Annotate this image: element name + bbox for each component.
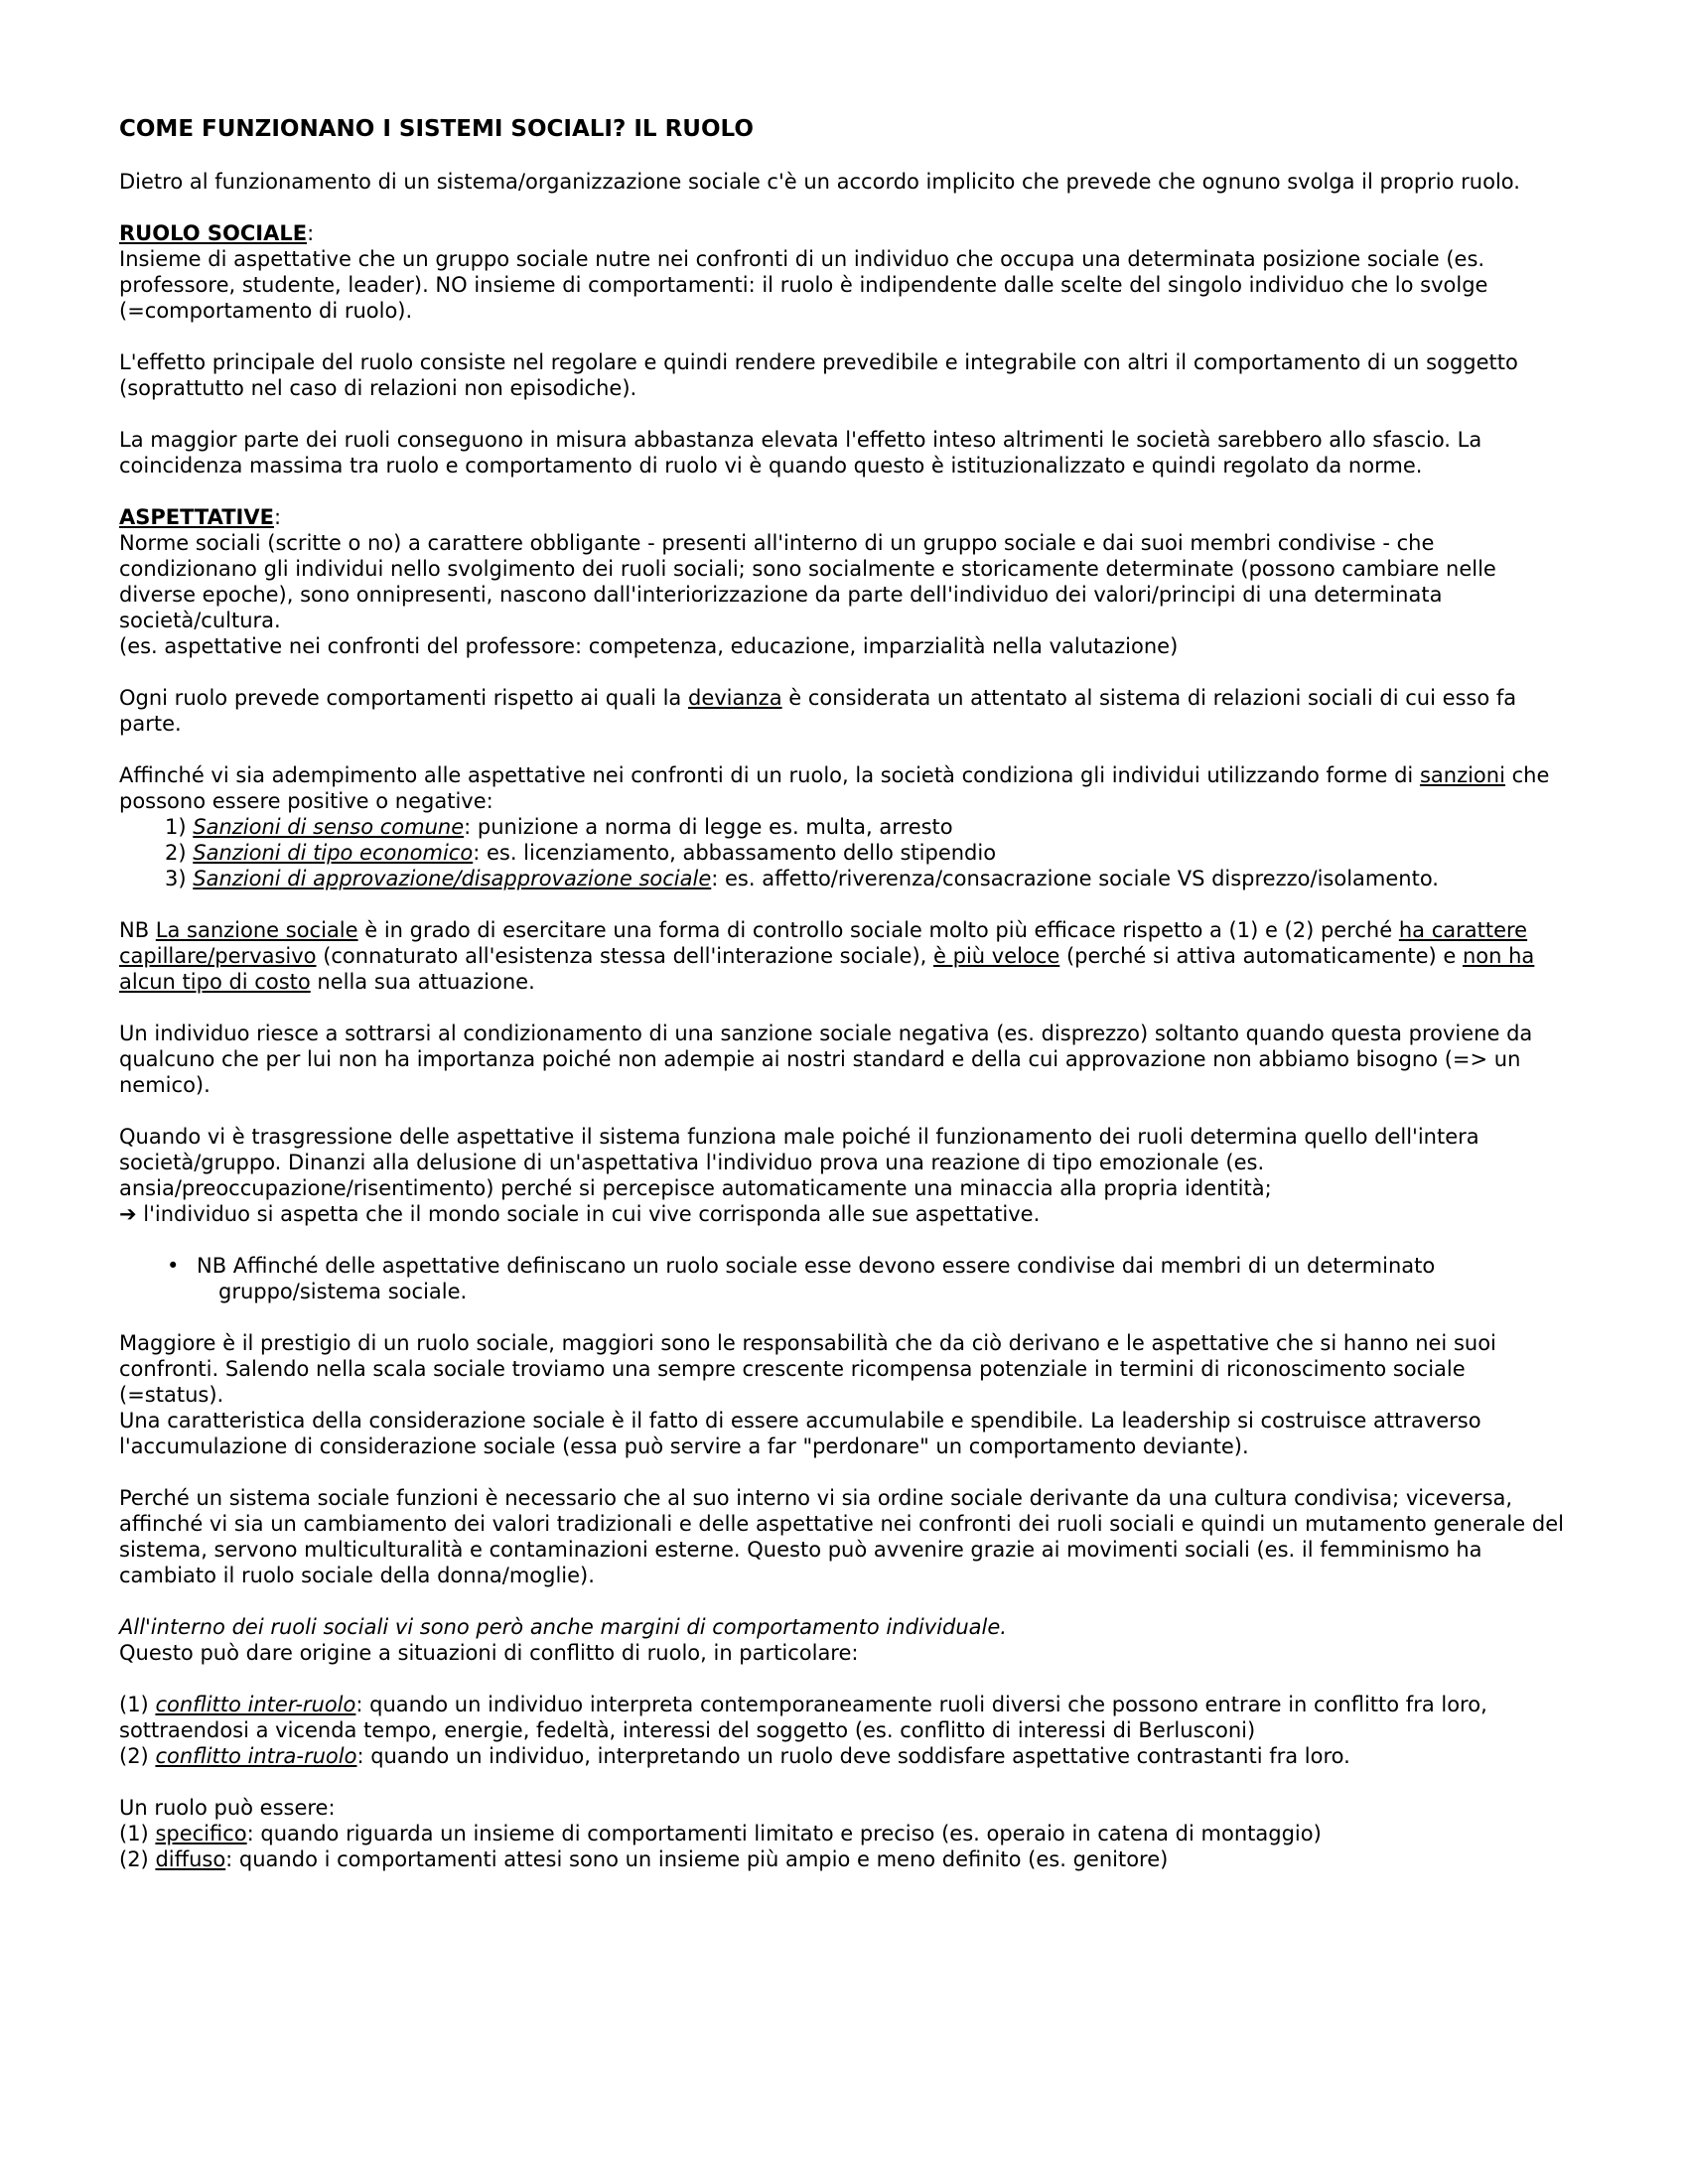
sanzioni-intro: Affinché vi sia adempimento alle aspettative nei confronti di un ruolo, la società condiziona gli individui utilizzando forme di sanzioni che possono essere positive o negative: [119, 763, 1550, 813]
devianza-term: devianza [687, 686, 782, 710]
list-item: 2) Sanzioni di tipo economico: es. licenziamento, abbassamento dello stipendio [165, 841, 997, 865]
conflitto-paragraph: (1) conflitto inter-ruolo: quando un individuo interpreta contemporaneamente ruoli diversi che possono entrare in conflitto fra loro, sottraendosi a vicenda tempo, energie, fedeltà, interessi del soggetto (es. conflitto di interessi di Berlusconi) (2) conflitto intra-ruolo: quando un individuo, interpretando un ruolo deve soddisfare aspettative contrastanti fra loro. [119, 1693, 1487, 1768]
page-title: COME FUNZIONANO I SISTEMI SOCIALI? IL RUOLO [119, 116, 754, 142]
trasgressione-paragraph: Quando vi è trasgressione delle aspettative il sistema funziona male poiché il funzionamento dei ruoli determina quello dell'intera società/gruppo. Dinanzi alla delusione di un'aspettativa l'individuo prova una reazione di tipo emozionale (es. ansia/preoccupazione/risentimento) perché si percepisce automaticamente una minaccia alla propria identità; ➔ l'individuo si aspetta che il mondo sociale in cui vive corrisponda alle sue aspettative. [119, 1125, 1479, 1226]
sistema-paragraph: Perché un sistema sociale funzioni è necessario che al suo interno vi sia ordine sociale derivante da una cultura condivisa; viceversa, affinché vi sia un cambiamento dei valori tradizionali e delle aspettative nei confronti dei ruoli sociali e quindi un mutamento generale del sistema, servono multiculturalità e contaminazioni esterne. Questo può avvenire grazie ai movimenti sociali (es. il femminismo ha cambiato il ruolo sociale della donna/moglie). [119, 1486, 1564, 1587]
nb-bullet: • NB Affinché delle aspettative definiscano un ruolo sociale esse devono essere condivise dai membri di un determinato gruppo/sistema sociale. [167, 1254, 1436, 1303]
list-item: 3) Sanzioni di approvazione/disapprovazione sociale: es. affetto/riverenza/consacrazione sociale VS disprezzo/isolamento. [165, 867, 1439, 890]
colon: : [273, 505, 282, 529]
aspettative-section [119, 504, 1569, 659]
nb-sanzione-paragraph: NB La sanzione sociale è in grado di esercitare una forma di controllo sociale molto più efficace rispetto a (1) e (2) perché ha carattere capillare/pervasivo (connaturato all'esistenza stessa dell'interazione sociale), è più veloce (perché si attiva automaticamente) e non ha alcun tipo di costo nella sua attuazione. [119, 918, 1535, 994]
aspettative-example: (es. aspettative nei confronti del professore: competenza, educazione, imparzialità nella valutazione) [119, 634, 1179, 658]
bullet-icon: • [167, 1254, 180, 1278]
prestigio-paragraph: Maggiore è il prestigio di un ruolo sociale, maggiori sono le responsabilità che da ciò derivano e le aspettative che si hanno nei suoi confronti. Salendo nella scala sociale troviamo una sempre crescente ricompensa potenziale in termini di riconoscimento sociale (=status). Una caratteristica della considerazione sociale è il fatto di essere accumulabile e spendibile. La leadership si costruisce attraverso l'accumulazione di considerazione sociale (essa può servire a far "perdonare" un comportamento deviante). [119, 1331, 1496, 1458]
sanctions-list [119, 814, 1569, 891]
margini-paragraph: All'interno dei ruoli sociali vi sono però anche margini di comportamento individuale. Questo può dare origine a situazioni di conflitto di ruolo, in particolare: [119, 1615, 1007, 1665]
sottrarsi-paragraph: Un individuo riesce a sottrarsi al condizionamento di una sanzione sociale negativa (es. disprezzo) soltanto quando questa proviene da qualcuno che per lui non ha importanza poiché non adempie ai nostri standard e della cui approvazione non abbiamo bisogno (=> un nemico). [119, 1022, 1533, 1097]
sanzioni-term: sanzioni [1419, 763, 1505, 787]
aspettative-definition: Norme sociali (scritte o no) a carattere obbligante - presenti all'interno di un gruppo sociale e dai suoi membri condivise - che condizionano gli individui nello svolgimento dei ruoli sociali; sono socialmente e storicamente determinate (possono cambiare nelle diverse epoche), sono onnipresenti, nascono dall'interiorizzazione da parte dell'individuo dei valori/principi di una determinata società/cultura. [119, 531, 1496, 632]
intro-paragraph: Dietro al funzionamento di un sistema/organizzazione sociale c'è un accordo implicito che prevede che ognuno svolga il proprio ruolo. [119, 170, 1520, 194]
devianza-paragraph: Ogni ruolo prevede comportamenti rispetto ai quali la devianza è considerata un attentato al sistema di relazioni sociali di cui esso fa parte. [119, 686, 1517, 736]
list-item: 1) Sanzioni di senso comune: punizione a norma di legge es. multa, arresto [165, 815, 953, 839]
section-heading-ruolo-sociale: RUOLO SOCIALE [119, 221, 308, 245]
ruolo-sociale-section [119, 220, 1569, 324]
tipi-ruolo-paragraph: Un ruolo può essere: (1) specifico: quando riguarda un insieme di comportamenti limitato e preciso (es. operaio in catena di montaggio) (2) diffuso: quando i comportamenti attesi sono un insieme più ampio e meno definito (es. genitore) [119, 1796, 1322, 1871]
section-heading-aspettative: ASPETTATIVE [119, 505, 274, 529]
colon: : [307, 221, 315, 245]
effetto-paragraph: L'effetto principale del ruolo consiste nel regolare e quindi rendere prevedibile e integrabile con altri il comportamento di un soggetto (soprattutto nel caso di relazioni non episodiche). [119, 350, 1518, 400]
maggior-parte-paragraph: La maggior parte dei ruoli conseguono in misura abbastanza elevata l'effetto inteso altrimenti le società sarebbero allo sfascio. La coincidenza massima tra ruolo e comportamento di ruolo vi è quando questo è istituzionalizzato e quindi regolato da norme. [119, 428, 1482, 478]
arrow-right-icon: ➔ [119, 1202, 137, 1226]
ruolo-definition: Insieme di aspettative che un gruppo sociale nutre nei confronti di un individuo che occupa una determinata posizione sociale (es. professore, studente, leader). NO insieme di comportamenti: il ruolo è indipendente dalle scelte del singolo individuo che lo svolge (=comportamento di ruolo). [119, 247, 1488, 323]
